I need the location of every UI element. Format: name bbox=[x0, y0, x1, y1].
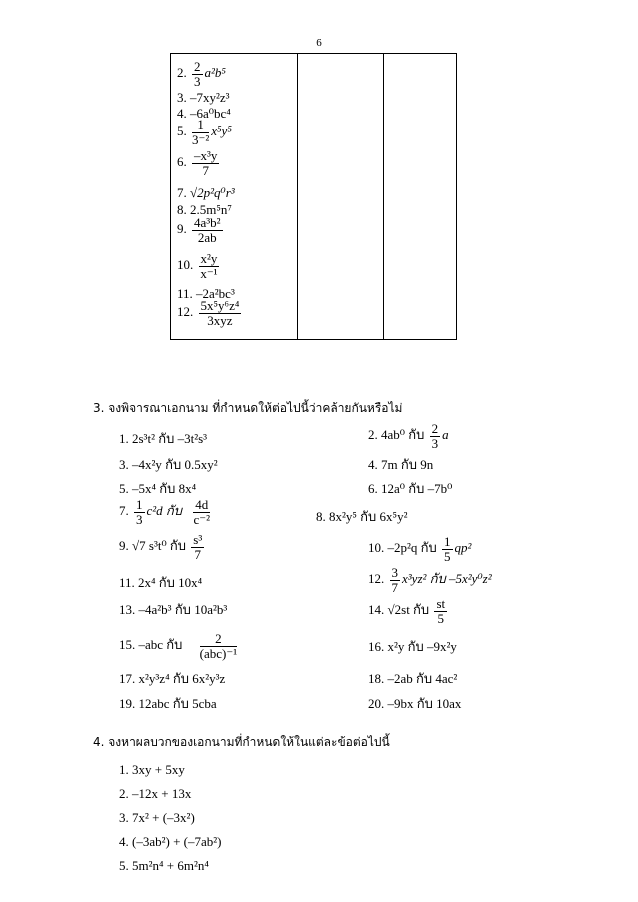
item-6: 6. 12a⁰ กับ –7b⁰ bbox=[368, 481, 453, 496]
item-text: 9. √7 s³t⁰ กับ bbox=[119, 538, 187, 554]
numerator: x²y bbox=[200, 251, 218, 266]
expression: c²d กับ bbox=[146, 503, 183, 519]
table-row-8: 8. 2.5m⁵n⁷ bbox=[177, 202, 232, 217]
numerator: s³ bbox=[193, 532, 203, 547]
numerator: –x³y bbox=[194, 148, 218, 163]
item-4: 4. 7m กับ 9n bbox=[368, 457, 434, 472]
denominator: 3xyz bbox=[207, 312, 233, 328]
expression: a²b⁵ bbox=[204, 65, 226, 81]
item-3: 3. –4x²y กับ 0.5xy² bbox=[119, 457, 218, 472]
sum-item-3: 3. 7x² + (–3x²) bbox=[119, 810, 195, 825]
denominator: 3 bbox=[194, 73, 201, 89]
expression: x³yz² กับ –5x²y⁰z² bbox=[402, 571, 492, 587]
denominator: 5 bbox=[437, 610, 445, 626]
table-row-12 bbox=[177, 299, 243, 327]
fraction bbox=[430, 422, 441, 450]
fraction bbox=[434, 597, 447, 625]
item-17: 17. x²y³z⁴ กับ 6x²y³z bbox=[119, 671, 226, 686]
fraction bbox=[192, 118, 209, 146]
table-row-5 bbox=[177, 118, 232, 146]
item-number: 7. bbox=[119, 503, 129, 519]
expression: a bbox=[442, 427, 449, 443]
page-number: 6 bbox=[316, 37, 322, 49]
expression: qp² bbox=[454, 540, 472, 556]
fraction bbox=[192, 60, 203, 88]
sum-item-5: 5. 5m²n⁴ + 6m²n⁴ bbox=[119, 858, 209, 873]
table-column-blank-1 bbox=[298, 54, 384, 340]
numerator: 4d bbox=[195, 497, 209, 512]
row-number: 5. bbox=[177, 123, 187, 139]
denominator: 7 bbox=[391, 579, 398, 595]
item-16: 16. x²y กับ –9x²y bbox=[368, 639, 457, 654]
fraction bbox=[442, 535, 453, 563]
item-1: 1. 2s³t² กับ –3t²s³ bbox=[119, 431, 208, 446]
item-18: 18. –2ab กับ 4ac² bbox=[368, 671, 458, 686]
numerator: 1 bbox=[136, 497, 143, 512]
item-8: 8. 8x²y⁵ กับ 6x⁵y² bbox=[316, 509, 408, 524]
table-row-7 bbox=[177, 186, 235, 199]
item-9 bbox=[119, 533, 206, 561]
denominator: 3 bbox=[431, 435, 439, 451]
denominator: (abc)⁻¹ bbox=[199, 645, 238, 661]
fraction bbox=[192, 149, 219, 177]
fraction bbox=[192, 216, 223, 244]
numerator: 4a³b² bbox=[194, 215, 221, 230]
item-13: 13. –4a²b³ กับ 10a²b³ bbox=[119, 602, 228, 617]
item-text: 15. –abc กับ bbox=[119, 637, 183, 653]
row-number: 2. bbox=[177, 65, 187, 81]
sum-item-4: 4. (–3ab²) + (–7ab²) bbox=[119, 834, 222, 849]
denominator: c⁻² bbox=[193, 511, 211, 527]
item-12 bbox=[368, 566, 492, 594]
item-7 bbox=[119, 498, 212, 526]
numerator: 5x⁵y⁶z⁴ bbox=[200, 298, 240, 313]
numerator: 2 bbox=[431, 421, 439, 436]
item-15 bbox=[119, 632, 239, 660]
table-row-6 bbox=[177, 149, 221, 177]
fraction bbox=[191, 533, 204, 561]
item-10 bbox=[368, 535, 471, 563]
denominator: 2ab bbox=[197, 229, 217, 245]
numerator: st bbox=[436, 596, 446, 611]
fraction bbox=[134, 498, 145, 526]
numerator: 2 bbox=[194, 59, 201, 74]
table-row-2 bbox=[177, 60, 226, 88]
expression: √2p²q⁰r³ bbox=[190, 185, 235, 200]
numerator: 1 bbox=[192, 118, 209, 133]
row-number: 6. bbox=[177, 154, 187, 170]
row-number: 9. bbox=[177, 221, 187, 237]
fraction bbox=[200, 632, 237, 660]
table-row-11: 11. –2a²bc³ bbox=[177, 286, 235, 301]
item-5: 5. –5x⁴ กับ 8x⁴ bbox=[119, 481, 197, 496]
section-4-title: 4. จงหาผลบวกของเอกนามที่กำหนดให้ในแต่ละข้อต่อไปนี้ bbox=[93, 735, 390, 749]
item-11: 11. 2x⁴ กับ 10x⁴ bbox=[119, 575, 203, 590]
row-number: 12. bbox=[177, 304, 194, 320]
row-number: 10. bbox=[177, 257, 194, 273]
sum-item-1: 1. 3xy + 5xy bbox=[119, 762, 185, 777]
item-number: 12. bbox=[368, 571, 385, 587]
denominator: 7 bbox=[194, 546, 202, 562]
denominator: 3 bbox=[136, 511, 143, 527]
numerator: 3 bbox=[391, 565, 398, 580]
item-2 bbox=[368, 422, 449, 450]
item-14 bbox=[368, 597, 449, 625]
numerator: 2 bbox=[200, 632, 237, 647]
section-3-title: 3. จงพิจารณาเอกนาม ที่กำหนดให้ต่อไปนี้ว่าคล้ายกันหรือไม่ bbox=[93, 401, 403, 415]
item-text: 14. √2st กับ bbox=[368, 602, 430, 618]
table-column-blank-2 bbox=[384, 54, 457, 340]
table-row-4: 4. –6a⁰bc⁴ bbox=[177, 106, 231, 121]
item-20: 20. –9bx กับ 10ax bbox=[368, 696, 462, 711]
row-number: 7. bbox=[177, 185, 187, 200]
denominator: 7 bbox=[202, 162, 209, 178]
fraction bbox=[390, 566, 401, 594]
denominator: 5 bbox=[444, 548, 451, 564]
item-text: 10. –2p²q กับ bbox=[368, 540, 437, 556]
fraction bbox=[199, 299, 242, 327]
numerator: 1 bbox=[444, 534, 451, 549]
sum-item-2: 2. –12x + 13x bbox=[119, 786, 192, 801]
table-row-9 bbox=[177, 216, 225, 244]
table-row-10 bbox=[177, 252, 221, 280]
table-row-3: 3. –7xy²z³ bbox=[177, 90, 230, 105]
fraction bbox=[193, 498, 210, 526]
expression: x⁵y⁵ bbox=[211, 123, 232, 139]
denominator: 3⁻² bbox=[192, 131, 210, 147]
item-text: 2. 4ab⁰ กับ bbox=[368, 427, 425, 443]
fraction bbox=[199, 252, 220, 280]
denominator: x⁻¹ bbox=[200, 265, 218, 281]
item-19: 19. 12abc กับ 5cba bbox=[119, 696, 217, 711]
